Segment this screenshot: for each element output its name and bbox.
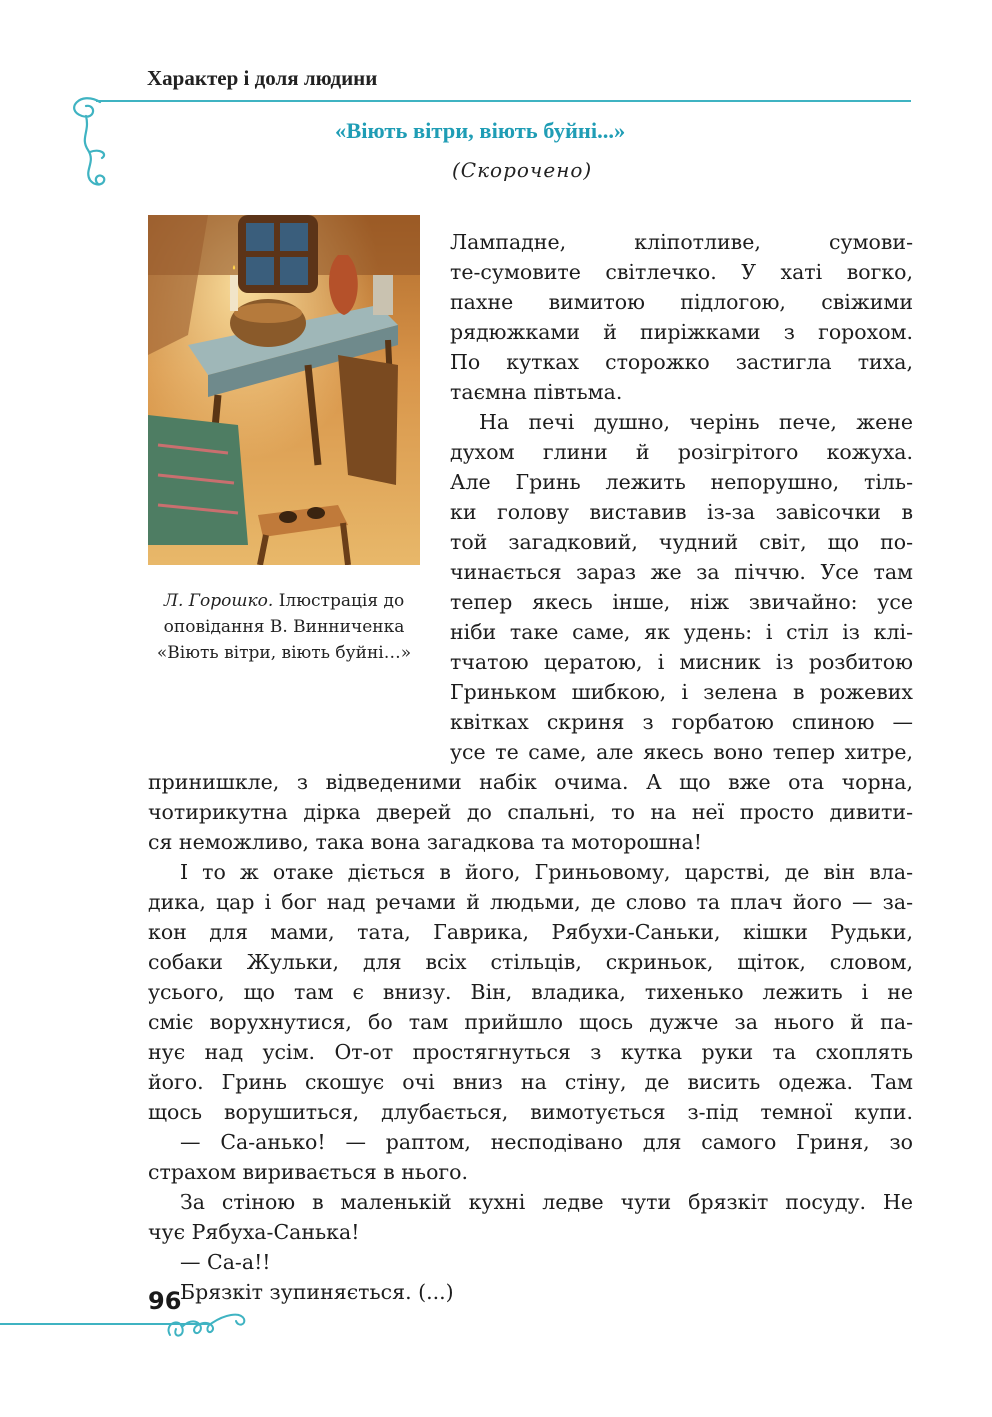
body-line: усього, що там є внизу. Він, владика, тихенько лежить і не bbox=[148, 980, 913, 1004]
body-line: — Са-анько! — раптом, несподівано для самого Гриня, зо bbox=[180, 1130, 913, 1154]
body-line: сміє ворухнутися, бо там прийшло щось дужче за нього й па- bbox=[148, 1010, 913, 1034]
story-subtitle: (Скорочено) bbox=[452, 158, 593, 182]
body-line: Але Гринь лежить непорушно, тіль- bbox=[450, 470, 913, 494]
caption-author: Л. Горошко. bbox=[163, 591, 274, 611]
body-line: — Са-а!! bbox=[180, 1250, 271, 1274]
body-line: чинається зараз же за піччю. Усе там bbox=[450, 560, 913, 584]
body-line: нує над усім. От-от простягнуться з кутка руки та схоплять bbox=[148, 1040, 913, 1064]
body-line: ся неможливо, така вона загадкова та моторошна! bbox=[148, 830, 702, 854]
body-line: квітках скриня з горбатою спиною — bbox=[450, 710, 913, 734]
body-line: Лампадне, кліпотливе, сумови- bbox=[450, 230, 913, 254]
running-header: Характер і доля людини bbox=[147, 66, 378, 90]
body-line: страхом виривається в нього. bbox=[148, 1160, 469, 1184]
body-line: ніби таке саме, як удень: і стіл із клі- bbox=[450, 620, 913, 644]
body-line: тчатою цератою, і мисник із розбитою bbox=[450, 650, 913, 674]
flourish-ornament-icon bbox=[160, 1295, 250, 1345]
illustration-image bbox=[148, 215, 420, 565]
body-line: пахне вимитою підлогою, свіжими bbox=[450, 290, 913, 314]
body-line: таємна півтьма. bbox=[450, 380, 623, 404]
body-line: І то ж отаке діється в його, Гриньовому, царстві, де він вла- bbox=[180, 860, 913, 884]
body-line: кон для мами, тата, Гаврика, Рябухи-Саньки, кішки Рудьки, bbox=[148, 920, 913, 944]
caption-text: Ілюстрація до оповідання В. Винниченка «Віють вітри, віють буйні…» bbox=[156, 591, 412, 663]
flourish-ornament-icon bbox=[60, 92, 120, 202]
body-line: щось ворушиться, длубається, вимотується з-під темної купи. bbox=[148, 1100, 913, 1124]
body-line: чує Рябуха-Санька! bbox=[148, 1220, 360, 1244]
body-line: його. Гринь скошує очі вниз на стіну, де висить одежа. Там bbox=[148, 1070, 913, 1094]
body-line: дика, цар і бог над речами й людьми, де слово та плач його — за- bbox=[148, 890, 913, 914]
body-line: На печі душно, черінь пече, жене bbox=[479, 410, 913, 434]
body-line: принишкле, з відведеними набік очима. А що вже ота чорна, bbox=[148, 770, 913, 794]
body-line: По кутках сторожко застигла тиха, bbox=[450, 350, 913, 374]
header-rule bbox=[96, 100, 911, 102]
body-line: За стіною в маленькій кухні ледве чути брязкіт посуду. Не bbox=[180, 1190, 913, 1214]
illustration-caption bbox=[140, 588, 428, 666]
body-line: собаки Жульки, для всіх стільців, скриньок, щіток, словом, bbox=[148, 950, 913, 974]
body-line: той загадковий, чудний світ, що по- bbox=[450, 530, 913, 554]
body-line: Брязкіт зупиняється. (...) bbox=[180, 1280, 454, 1304]
body-line: усе те саме, але якесь воно тепер хитре, bbox=[450, 740, 913, 764]
body-line: рядюжками й пиріжками з горохом. bbox=[450, 320, 913, 344]
body-line: чотирикутна дірка дверей до спальні, то на неї просто дивити- bbox=[148, 800, 913, 824]
body-line: тепер якесь інше, ніж звичайно: усе bbox=[450, 590, 913, 614]
body-line: те-сумовите світлечко. У хаті вогко, bbox=[450, 260, 913, 284]
story-title: «Віють вітри, віють буйні...» bbox=[335, 118, 626, 143]
body-line: ки голову виставив із-за завісочки в bbox=[450, 500, 913, 524]
body-line: духом глини й розігрітого кожуха. bbox=[450, 440, 913, 464]
page-number: 96 bbox=[148, 1287, 182, 1315]
body-line: Гриньком шибкою, і зелена в рожевих bbox=[450, 680, 913, 704]
